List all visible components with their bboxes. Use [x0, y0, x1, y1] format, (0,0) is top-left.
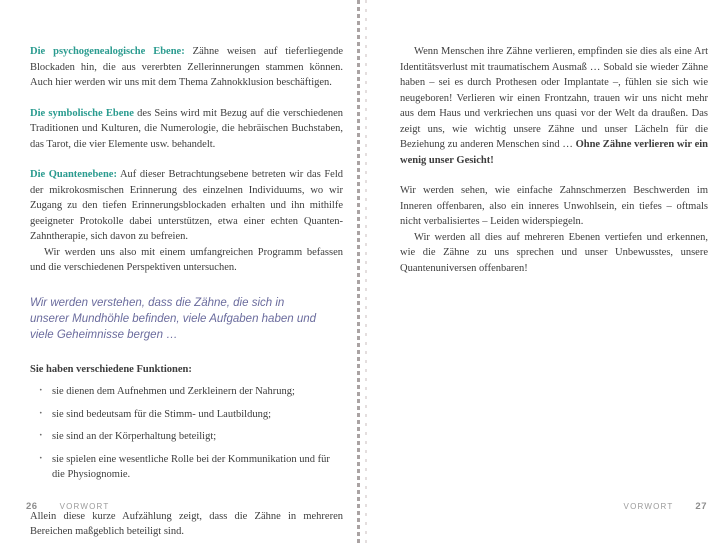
list-item: · sie sind bedeutsam für die Stimm- und Lautbildung; [39, 407, 334, 423]
quote-paragraph: Wir werden verstehen, dass die Zähne, die sich in unserer Mundhöhle befinden, viele Aufgaben haben und viele Geheimnisse bergen … [30, 296, 317, 341]
paragraph-zahnverlust [400, 44, 708, 168]
page-number: 27 [695, 501, 707, 512]
page-number: 26 [26, 501, 38, 512]
functions-bullet-list [39, 384, 343, 483]
level-heading-quanten: Die Quantenebene: [30, 169, 117, 180]
paragraph-text: Wenn Menschen ihre Zähne verlieren, empfinden sie dies als eine Art Identitätsverlust mit traumatischem Ausmaß … Sobald sie wieder Zähne haben – sei es durch Prothesen oder Implantate –, fühlen sie sich wie neugeboren! Verlieren wir einen Frontzahn, trauen wir uns nicht mehr aus dem Haus und verkriechen uns quasi vor der Welt da draußen. Das zeigt uns, wie wichtig unsere Zähne und unser Lächeln für die Beziehung zu anderen Menschen sind … [400, 46, 708, 150]
closing-paragraph: Allein diese kurze Aufzählung zeigt, dass die Zähne in mehreren Bereichen maßgeblich beteiligt sind. [30, 510, 343, 537]
list-item: · sie sind an der Körperhaltung beteiligt; [39, 429, 334, 445]
section-label: VORWORT [59, 502, 110, 511]
paragraph-quantenebene [30, 167, 343, 245]
paragraph-programm: Wir werden uns also mit einem umfangreichen Programm befassen und die verschiedenen Perspektiven untersuchen. [30, 246, 343, 273]
page-fold-divider [357, 0, 360, 546]
level-heading-symbolisch: Die symbolische Ebene [30, 107, 134, 119]
list-item: · sie dienen dem Aufnehmen und Zerkleinern der Nahrung; [39, 384, 334, 400]
page-fold-divider-shadow [365, 0, 367, 546]
paragraph-psychogenealogische-ebene [30, 44, 343, 91]
left-page-footer [26, 501, 109, 512]
right-page [400, 44, 708, 276]
section-label: VORWORT [623, 502, 674, 511]
left-page [30, 44, 343, 540]
paragraph-text: Zähne weisen auf tieferliegende Blockaden hin, die aus vererbten Zellerinnerungen stammen können. Auch hier werden wir uns mit dem Thema Zahnokklusion beschäftigen. [30, 46, 344, 88]
list-item: · sie spielen eine wesentliche Rolle bei der Kommunikation und für die Physiognomie. [39, 452, 334, 483]
paragraph-symbolische-ebene [30, 106, 343, 153]
paragraph-ebenen: Wir werden all dies auf mehreren Ebenen vertiefen und erkennen, wie die Zähne zu uns sprechen und unser Unbewusstes, unsere Quantenuniversen offenbaren! [400, 231, 708, 274]
paragraph-text: Auf dieser Betrachtungsebene betreten wir das Feld der mikrokosmischen Erinnerung des einzelnen Individuums, wo wir Zugang zu den tiefen Erinnerungsblockaden erhalten und ihn mithilfe geeigneter Protokolle dabei unterstützen, etwa einer echten Quanten-Zahntherapie, sich davon zu befreien. [30, 169, 344, 242]
right-page-footer [624, 501, 707, 512]
paragraph-text: des Seins wird mit Bezug auf die verschiedenen Traditionen und Kulturen, die Numerologie, die hebräischen Buchstaben, das Tarot, die vier Elemente usw. behandelt. [30, 107, 344, 150]
level-heading-psychogenealogisch: Die psychogenealogische Ebene: [30, 46, 185, 57]
bold-emphasis-text: Ohne Zähne verlieren wir ein wenig unser Gesicht! [400, 139, 709, 166]
list-heading: Sie haben verschiedene Funktionen: [30, 363, 192, 375]
paragraph-zahnschmerzen: Wir werden sehen, wie einfache Zahnschmerzen Beschwerden im Inneren offenbaren, also ein inneres Unwohlsein, ein tiefes – oftmals nicht verbalisiertes – Leiden widerspiegeln. [400, 185, 708, 227]
